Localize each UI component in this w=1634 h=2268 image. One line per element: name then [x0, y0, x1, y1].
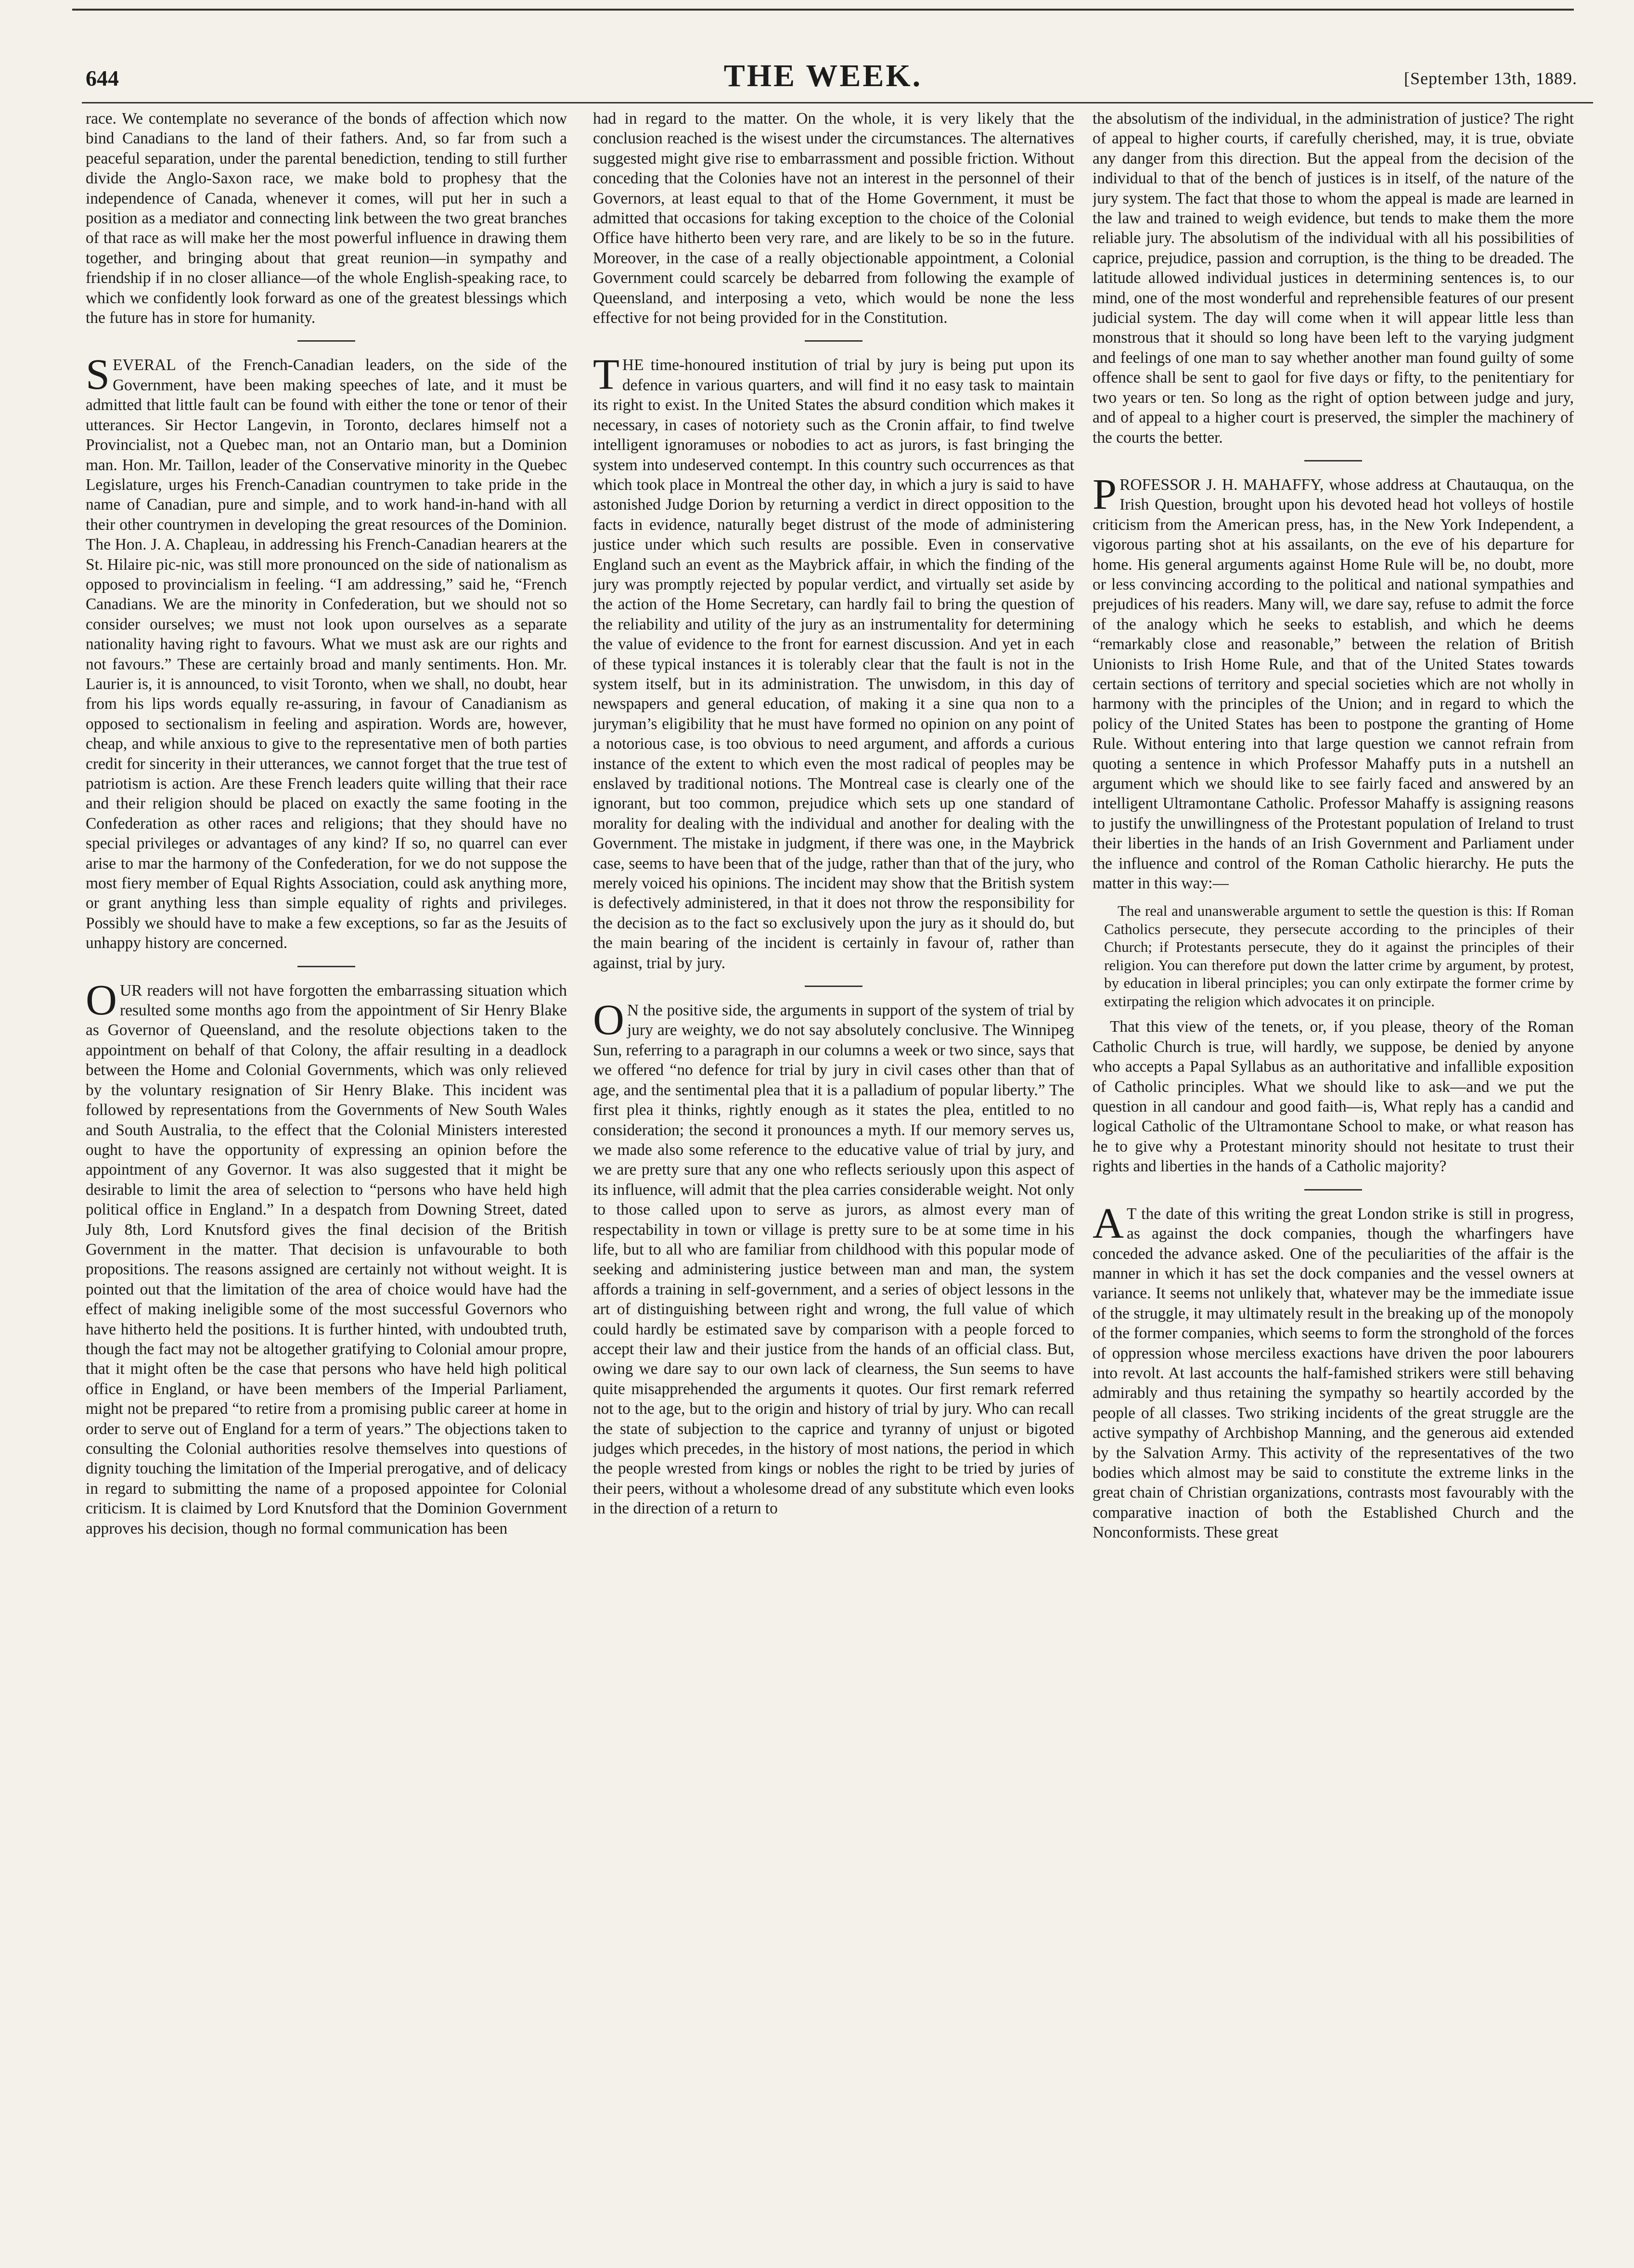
section-separator — [297, 340, 355, 342]
section-separator — [1304, 1189, 1362, 1191]
drop-cap: O — [86, 976, 117, 1024]
paragraph — [1093, 1199, 1574, 1543]
paragraph — [86, 351, 567, 953]
paragraph — [593, 351, 1074, 973]
column-3 — [1093, 109, 1574, 2255]
paragraph: the absolutism of the individual, in the administration of justice? The right of appeal to higher courts, if carefully cherished, may, it is true, obviate any danger from this direction. But the appeal from the decision of the individual to that of the bench of justices is in itself, of the nature of the jury system. The fact that those to whom the appeal is made are learned in the law and trained to weigh evidence, but tends to make them the more reliable jury. The absolutism of the individual with all his possibilities of caprice, prejudice, passion and corruption, is the thing to be dreaded. The latitude allowed individual justices in determining sentences is, to our mind, one of the most wonderful and reprehensible features of our present judicial system. The day will come when it will appear little less than monstrous that it should so long have been left to the varying judgment and feelings of one man to say whether another man found guilty of some offence shall be sent to gaol for five days or fifty, to the penitentiary for two years or ten. So long as the right of option between judge and jury, and of appeal to a higher court is preserved, the simpler the machinery of the courts the better. — [1093, 110, 1574, 447]
paragraph: race. We contemplate no severance of the bonds of affection which now bind Canadians to the land of their fathers. And, so far from such a peaceful separation, under the parental benediction, tending to still further divide the Anglo-Saxon race, we make bold to prophesy that the independence of Canada, whenever it comes, will put her in such a position as a mediator and connecting link between the two great branches of that race as will make her the most powerful influence in drawing them together, and bringing about that great reunion—in sympathy and friendship if in no closer alliance—of the whole English-speaking race, to which we confidently look forward as one of the greatest blessings which the future has in store for humanity. — [86, 110, 567, 327]
column-1 — [86, 109, 567, 2255]
paragraph: had in regard to the matter. On the whole, it is very likely that the conclusion reached is the wisest under the circumstances. The alternatives suggested might give rise to embarrassment and possible friction. Without conceding that the Colonies have not an interest in the personnel of their Governors, at least equal to that of the Home Government, it must be admitted that occasions for taking exception to the choice of the Colonial Office have hitherto been very rare, and are likely to be so in the future. Moreover, in the case of a really objectionable appointment, a Colonial Government could scarcely be debarred from following the example of Queensland, and interposing a veto, which would be none the less effective for not being provided for in the Constitution. — [593, 110, 1074, 327]
drop-cap: O — [593, 996, 624, 1044]
section-separator — [805, 986, 862, 987]
section-separator — [1304, 460, 1362, 461]
paragraph-text: ROFESSOR J. H. MAHAFFY, whose address at Chautauqua, on the Irish Question, brought upon his devoted head hot volleys of hostile criticism from the American press, has, in the New York Independent, a vigorous parting shot at his assailants, on the eve of his departure for home. His general arguments against Home Rule will be, no doubt, more or less convincing according to the political and national sympathies and prejudices of his readers. Many will, we dare say, refuse to admit the force of the analogy which he seeks to establish, and which he deems “remarkably close and reasonable,” between the relation of British Unionists to Irish Home Rule, and that of the United States towards certain sections of territory and special societies which are not wholly in harmony with the principles of the Union; and in regard to which the policy of the United States has been to postpone the granting of Home Rule. Without entering into that large question we cannot refrain from quoting a sentence in which Professor Mahaffy puts in a nutshell an argument which we should like to see fairly faced and answered by an intelligent Ultramontane Catholic. Professor Mahaffy is assigning reasons to justify the unwillingness of the Protestant population of Ireland to trust their liberties in the hands of an Irish Government and Parliament under the influence and control of the Roman Catholic hierarchy. He puts the matter in this way:— — [1093, 475, 1574, 893]
page-number: 644 — [86, 66, 119, 90]
paragraph — [593, 996, 1074, 1519]
section-separator — [297, 966, 355, 967]
section-separator — [805, 340, 862, 342]
paragraph-text: T the date of this writing the great London strike is still in progress, as against the dock companies, though the wharfingers have conceded the advance asked. One of the peculiarities of the affair is the manner in which it has set the dock companies and the vessel owners at variance. It seems not unlikely that, whatever may be the immediate issue of the struggle, it may ultimately result in the breaking up of the monopoly of the former companies, which seems to form the stronghold of the forces of oppression whose merciless exactions have driven the poor labourers into revolt. At last accounts the half-famished strikers were still behaving admirably and thus retaining the sympathy so heartily accorded by the people of all classes. Two striking incidents of the great struggle are the active sympathy of Archbishop Manning, and the generous aid extended by the Salvation Army. This activity of the representatives of the two bodies which almost may be said to constitute the extreme links in the great chain of Christian organizations, contrasts most favourably with the comparative inaction of both the Established Church and the Nonconformists. These great — [1093, 1204, 1574, 1542]
drop-cap: A — [1093, 1199, 1124, 1247]
drop-cap: S — [86, 351, 110, 399]
header-rule — [82, 102, 1593, 103]
paragraph-text: EVERAL of the French-Canadian leaders, on the side of the Government, have been making speeches of late, and it must be admitted that little fault can be found with either the tone or tenor of their utterances. Sir Hector Langevin, in Toronto, declares himself not a Provincialist, not a Quebec man, not an Ontario man, but a Dominion man. Hon. Mr. Taillon, leader of the Conservative minority in the Quebec Legislature, urges his French-Canadian countrymen to take pride in the name of Canadian, pure and simple, and to work hand-in-hand with all their other countrymen in developing the great resources of the Dominion. The Hon. J. A. Chapleau, in addressing his French-Canadian hearers at the St. Hilaire pic-nic, was still more pronounced on the side of nationalism as opposed to provincialism in feeling. “I am addressing,” said he, “French Canadians. We are the minority in Confederation, but we should not so consider ourselves; we must not look upon ourselves as a separate nationality having right to favours. What we must ask are our rights and not favours.” These are certainly broad and manly sentiments. Hon. Mr. Laurier is, it is announced, to visit Toronto, when we shall, no doubt, hear from his lips words equally re-assuring, in favour of Canadianism as opposed to sectionalism in feeling and aspiration. Words are, however, cheap, and while anxious to give to the representative men of both parties credit for sincerity in their utterances, we cannot forget that the true test of patriotism is action. Are these French leaders quite willing that their race and their religion should be placed on exactly the same footing in the Confederation as other races and religions; that they should have no special privileges or advantages of any kind? If so, no quarrel can ever arise to mar the harmony of the Confederation, for we do not suppose the most fiery member of Equal Rights Association, could ask anything more, or grant anything less than simple equality of rights and privileges. Possibly we should have to make a few exceptions, so far as the Jesuits of unhappy history are concerned. — [86, 356, 567, 952]
column-2 — [593, 109, 1074, 2255]
drop-cap: P — [1093, 470, 1117, 518]
paragraph-text: UR readers will not have forgotten the embarrassing situation which resulted some months ago from the appointment of Sir Henry Blake as Governor of Queensland, and the resolute objections taken to the appointment on behalf of that Colony, the affair resulting in a deadlock between the Home and Colonial Governments, which was only relieved by the voluntary resignation of Sir Henry Blake. This incident was followed by representations from the Governments of New South Wales and South Australia, to the effect that the Colonial Ministers interested ought to have the opportunity of expressing an opinion before the appointment of any Governor. It was also suggested that it might be desirable to limit the area of selection to “persons who have held high political office in England.” In a despatch from Downing Street, dated July 8th, Lord Knutsford gives the final decision of the British Government in the matter. That decision is unfavourable to both propositions. The reasons assigned are certainly not without weight. It is pointed out that the limitation of the area of choice would have had the effect of making ineligible some of the most successful Governors who have hitherto held the positions. It is further hinted, with undoubted truth, though the fact may not be altogether gratifying to Colonial amour propre, that it might often be the case that persons who have held high political office in England, or have been members of the Imperial Parliament, might not be prepared “to retire from a promising public career at home in order to serve out of England for a term of years.” The objections taken to consulting the Colonial authorities resolve themselves into questions of dignity touching the limitation of the Imperial prerogative, and of delicacy in regard to submitting the name of a proposed appointee for Colonial criticism. It is claimed by Lord Knutsford that the Dominion Government approves his decision, though no formal communication has been — [86, 981, 567, 1538]
paragraph — [1093, 470, 1574, 894]
issue-date: [September 13th, 1889. — [1404, 69, 1577, 88]
paragraph-text: N the positive side, the arguments in support of the system of trial by jury are weighty, we do not say absolutely conclusive. The Winnipeg Sun, referring to a paragraph in our columns a week or two since, says that we offered “no defence for trial by jury in civil cases other than that of age, and the sentimental plea that it is a palladium of popular liberty.” The first plea it thinks, rightly enough as it states the plea, entitled to no consideration; the second it pronounces a myth. If our memory serves us, we made also some reference to the educative value of trial by jury, and we are pretty sure that any one who reflects seriously upon this aspect of its influence, will admit that the plea carries considerable weight. Not only to those called upon to serve as jurors, as almost every man of respectability in town or village is pretty sure to be at some time in his life, but to all who are familiar from childhood with this popular mode of seeking and administering justice between man and man, the system affords a training in self-government, and a series of object lessons in the art of distinguishing between right and wrong, the full value of which could hardly be estimated save by comparison with a people forced to accept their law and their justice from the hands of an official class. But, owing we dare say to our own lack of clearness, the Sun seems to have quite misapprehended the arguments it quotes. Our first remark referred not to the age, but to the origin and history of trial by jury. Who can recall the state of subjection to the caprice and tyranny of unjust or bigoted judges which precedes, in the history of most nations, the period in which the people wrested from kings or nobles the right to be tried by juries of their peers, without a wholesome dread of any substitute which even looks in the direction of a return to — [593, 1001, 1074, 1518]
top-border-line — [72, 9, 1574, 11]
masthead-title: THE WEEK. — [723, 58, 923, 93]
paragraph: That this view of the tenets, or, if you please, theory of the Roman Catholic Church is true, will hardly, we suppose, be denied by anyone who accepts a Papal Syllabus as an authoritative and infallible exposition of Catholic principles. What we should like to ask—and we put the question in all candour and good faith—is, What reply has a candid and logical Catholic of the Ultramontane School to make, or what reason has he to give why a Protestant minority should not hesitate to trust their rights and liberties in the hands of a Catholic majority? — [1093, 1018, 1574, 1176]
drop-cap: T — [593, 351, 619, 399]
paragraph — [86, 976, 567, 1538]
block-quote: The real and unanswerable argument to settle the question is this: If Roman Catholics persecute, they persecute according to the principles of their Church; if Protestants persecute, they do it against the principles of their religion. You can therefore put down the latter crime by argument, by protest, by education in liberal principles; you can only extirpate the former crime by extirpating the religion which advocates it on principle. — [1104, 902, 1574, 1010]
paragraph-text: HE time-honoured institution of trial by jury is being put upon its defence in various quarters, and will find it no easy task to maintain its right to exist. In the United States the absurd condition which makes it necessary, in cases of notoriety such as the Cronin affair, to find twelve intelligent ignoramuses or nobodies to act as jurors, is fast bringing the system into undeserved contempt. In this country such occurrences as that which took place in Montreal the other day, in which a jury is said to have astonished Judge Dorion by returning a verdict in direct opposition to the facts in evidence, naturally beget distrust of the mode of administering justice under which such results are possible. Even in conservative England such an event as the Maybrick affair, in which the finding of the jury was promptly rejected by popular verdict, and virtually set aside by the action of the Home Secretary, can hardly fail to bring the question of the reliability and utility of the jury as an instrumentality for determining the value of evidence to the front for earnest discussion. And yet in each of these typical instances it is tolerably clear that the fault is not in the system itself, but in its administration. The unwisdom, in this day of newspapers and general education, of making it a sine qua non to a juryman’s eligibility that he must have formed no opinion on any point of a notorious case, is too obvious to need argument, and affords a curious instance of the extent to which even the most radical of peoples may be enslaved by traditional notions. The Montreal case is clearly one of the ignorant, but too common, prejudice which sets up one standard of morality for dealing with the individual and another for dealing with the Government. The mistake in judgment, if there was one, in the Maybrick case, seems to have been that of the judge, rather than that of the jury, who merely voiced his opinions. The incident may show that the British system is defectively administered, in that it does not throw the responsibility for the decision as to the fact so exclusively upon the jury as it should do, but the main bearing of the incident is certainly in favour of, rather than against, trial by jury. — [593, 356, 1074, 972]
